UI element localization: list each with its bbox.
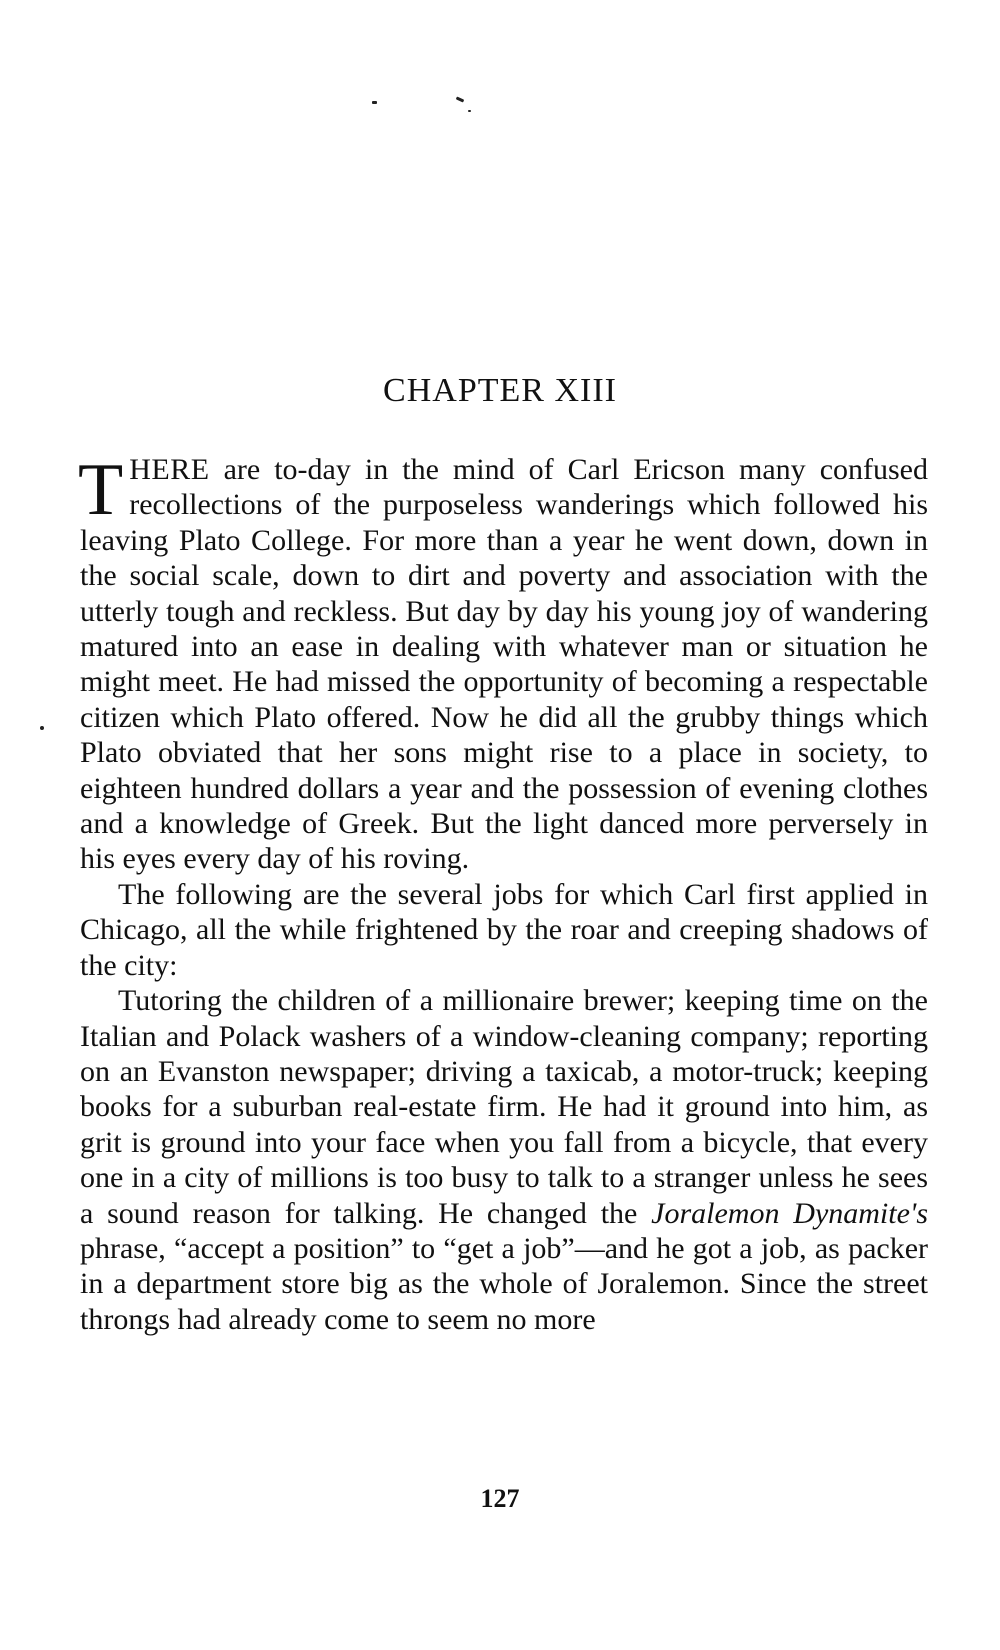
page-number: 127 bbox=[480, 1484, 520, 1513]
paragraph-3 bbox=[80, 983, 928, 1337]
chapter-body bbox=[78, 449, 928, 1337]
print-speck bbox=[468, 110, 471, 112]
paragraph-1 bbox=[78, 449, 928, 877]
print-speck bbox=[456, 96, 465, 102]
chapter-heading: CHAPTER XIII bbox=[383, 372, 617, 409]
margin-mark bbox=[40, 726, 44, 730]
paragraph-2: The following are the several jobs for which Carl first applied in Chicago, all the while frightened by the roar and creeping shadows of the city: bbox=[80, 877, 928, 982]
newspaper-title: Joralemon Dynamite's bbox=[651, 1196, 928, 1230]
print-speck bbox=[372, 101, 377, 104]
lead-caps: HERE bbox=[129, 453, 210, 486]
drop-cap: T bbox=[78, 449, 124, 531]
paragraph-3-text-before: Tutoring the children of a millionaire brewer; keeping time on the Italian and Polack washers of a window-cleaning company; reporting on an Evanston newspaper; driving a taxicab, a motor-truck; keeping books for a suburban real-estate firm. He had it ground into him, as grit is ground into your face when you fall from a bicycle, that every one in a city of millions is too busy to talk to a stranger unless he sees a sound reason for talking. He changed the bbox=[80, 984, 928, 1230]
paragraph-3-text-after: phrase, “accept a position” to “get a job”—and he got a job, as packer in a department store big as the whole of Joralemon. Since the street throngs had already come to seem no more bbox=[80, 1231, 928, 1336]
paragraph-1-text: are to-day in the mind of Carl Ericson many confused recollections of the purposeless wanderings which followed his leaving Plato College. For more than a year he went down, down in the social scale, down to dirt and poverty and association with the utterly tough and reckless. But day by day his young joy of wandering matured into an ease in dealing with whatever man or situation he might meet. He had missed the opportunity of becoming a respectable citizen which Plato offered. Now he did all the grubby things which Plato obviated that her sons might rise to a place in society, to eighteen hundred dollars a year and the possession of evening clothes and a knowledge of Greek. But the light danced more perversely in his eyes every day of his roving. bbox=[80, 453, 928, 876]
